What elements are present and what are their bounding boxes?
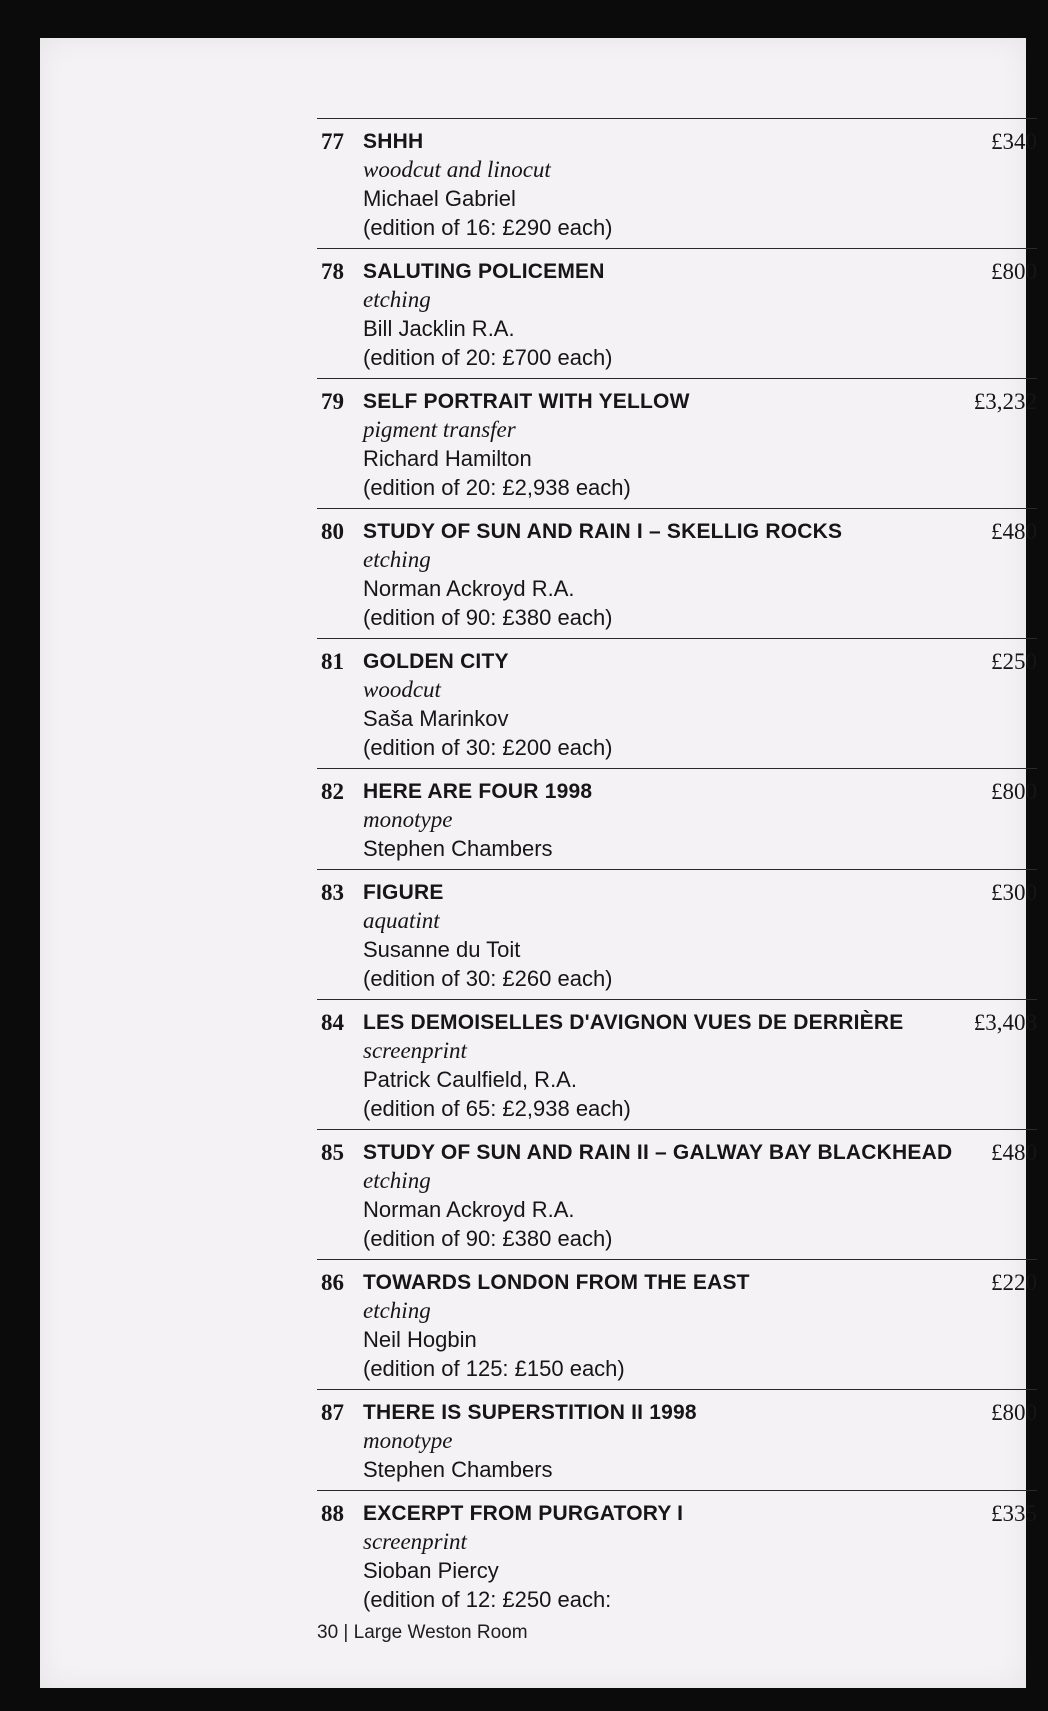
lot-number: 87: [321, 1400, 344, 1425]
artwork-price: £340: [991, 129, 1037, 154]
artwork-price: £300: [991, 880, 1037, 905]
lot-number: 86: [321, 1270, 344, 1295]
lot-number: 79: [321, 389, 344, 414]
artwork-title: EXCERPT FROM PURGATORY I: [363, 1502, 684, 1525]
catalogue-entry: [317, 1129, 1037, 1259]
artwork-medium: etching: [363, 547, 431, 572]
artwork-medium: etching: [363, 1298, 431, 1323]
artwork-medium: screenprint: [363, 1529, 467, 1554]
lot-number: 80: [321, 519, 344, 544]
artist-name: Susanne du Toit: [363, 937, 521, 962]
catalogue-entry: [317, 1490, 1037, 1620]
artwork-price: £800: [991, 1400, 1037, 1425]
artwork-price: £3,408: [973, 1010, 1037, 1035]
lot-number: 77: [321, 129, 344, 154]
lot-number: 83: [321, 880, 344, 905]
lot-number: 81: [321, 649, 344, 674]
artwork-medium: etching: [363, 287, 431, 312]
artwork-medium: pigment transfer: [363, 417, 516, 442]
edition-info: (edition of 90: £380 each): [363, 1226, 613, 1251]
artwork-medium: etching: [363, 1168, 431, 1193]
artwork-price: £800: [991, 779, 1037, 804]
artist-name: Patrick Caulfield, R.A.: [363, 1067, 577, 1092]
edition-info: (edition of 65: £2,938 each): [363, 1096, 631, 1121]
artwork-title: SELF PORTRAIT WITH YELLOW: [363, 390, 690, 413]
artist-name: Saša Marinkov: [363, 706, 509, 731]
artwork-title: SHHH: [363, 130, 424, 153]
lot-number: 85: [321, 1140, 344, 1165]
catalogue-entry: [317, 1259, 1037, 1389]
artwork-title: FIGURE: [363, 881, 444, 904]
artwork-title: SALUTING POLICEMEN: [363, 260, 605, 283]
artist-name: Neil Hogbin: [363, 1327, 477, 1352]
catalogue-entry: [317, 1389, 1037, 1490]
artist-name: Michael Gabriel: [363, 186, 516, 211]
lot-number: 82: [321, 779, 344, 804]
artist-name: Stephen Chambers: [363, 836, 553, 861]
artwork-medium: monotype: [363, 807, 453, 832]
artwork-price: £800: [991, 259, 1037, 284]
artwork-title: HERE ARE FOUR 1998: [363, 780, 593, 803]
catalogue-entry: [317, 999, 1037, 1129]
artwork-price: £335: [991, 1501, 1037, 1526]
edition-info: (edition of 125: £150 each): [363, 1356, 625, 1381]
catalogue-entry: [317, 378, 1037, 508]
artist-name: Bill Jacklin R.A.: [363, 316, 515, 341]
edition-info: (edition of 30: £260 each): [363, 966, 613, 991]
catalogue-entry: [317, 508, 1037, 638]
edition-info: (edition of 90: £380 each): [363, 605, 613, 630]
catalogue-entry: [317, 118, 1037, 248]
edition-info: (edition of 12: £250 each:: [363, 1587, 612, 1612]
artwork-medium: monotype: [363, 1428, 453, 1453]
artwork-medium: woodcut and linocut: [363, 157, 551, 182]
lot-number: 88: [321, 1501, 344, 1526]
artwork-price: £250: [991, 649, 1037, 674]
artist-name: Stephen Chambers: [363, 1457, 553, 1482]
catalogue-entry: [317, 768, 1037, 869]
catalogue-list: [317, 118, 1037, 1620]
lot-number: 84: [321, 1010, 344, 1035]
edition-info: (edition of 20: £700 each): [363, 345, 613, 370]
artwork-title: STUDY OF SUN AND RAIN I – SKELLIG ROCKS: [363, 520, 843, 543]
artwork-medium: screenprint: [363, 1038, 467, 1063]
artwork-title: THERE IS SUPERSTITION II 1998: [363, 1401, 697, 1424]
artist-name: Sioban Piercy: [363, 1558, 499, 1583]
artwork-price: £480: [991, 1140, 1037, 1165]
lot-number: 78: [321, 259, 344, 284]
catalogue-entry: [317, 248, 1037, 378]
artwork-price: £3,232: [973, 389, 1037, 414]
artwork-price: £220: [991, 1270, 1037, 1295]
edition-info: (edition of 16: £290 each): [363, 215, 613, 240]
artwork-title: GOLDEN CITY: [363, 650, 509, 673]
page-footer: 30 | Large Weston Room: [317, 1622, 528, 1643]
artwork-title: TOWARDS LONDON FROM THE EAST: [363, 1271, 750, 1294]
catalogue-page: [40, 38, 1037, 1688]
artist-name: Norman Ackroyd R.A.: [363, 576, 575, 601]
catalogue-entry: [317, 638, 1037, 768]
artwork-title: LES DEMOISELLES D'AVIGNON VUES DE DERRIÈRE: [363, 1011, 904, 1034]
artwork-medium: aquatint: [363, 908, 440, 933]
artwork-medium: woodcut: [363, 677, 441, 702]
edition-info: (edition of 30: £200 each): [363, 735, 613, 760]
artwork-price: £480: [991, 519, 1037, 544]
artwork-title: STUDY OF SUN AND RAIN II – GALWAY BAY BLACKHEAD: [363, 1141, 953, 1164]
edition-info: (edition of 20: £2,938 each): [363, 475, 631, 500]
artist-name: Norman Ackroyd R.A.: [363, 1197, 575, 1222]
artist-name: Richard Hamilton: [363, 446, 532, 471]
catalogue-entry: [317, 869, 1037, 999]
